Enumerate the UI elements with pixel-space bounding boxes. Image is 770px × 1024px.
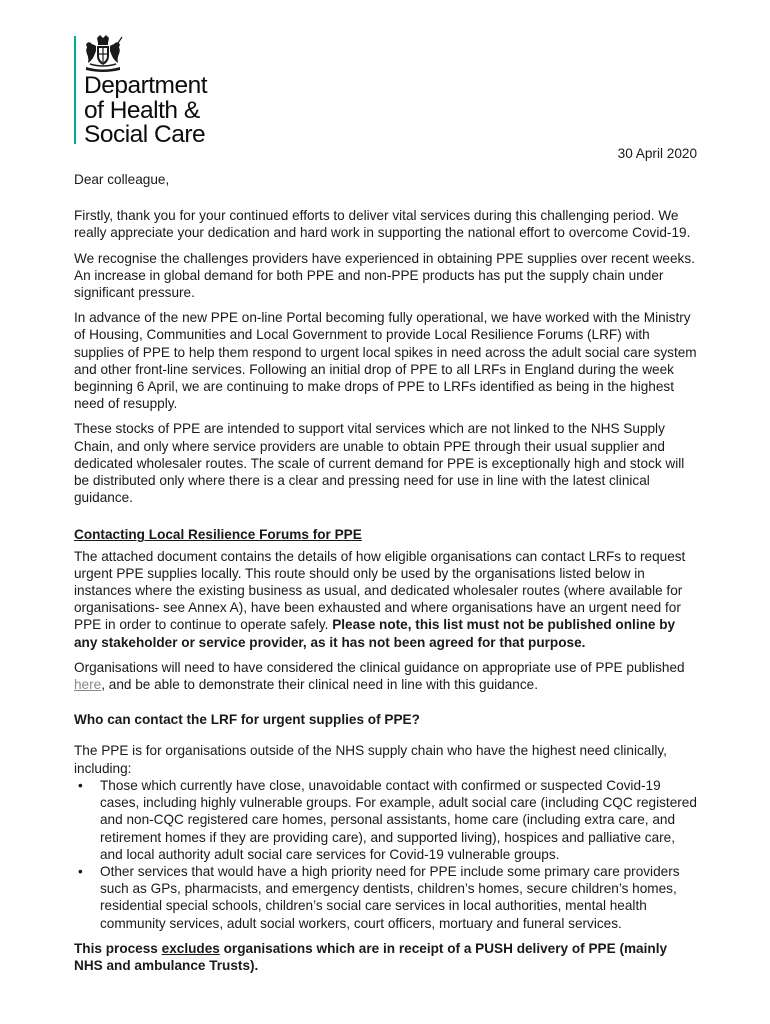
- clinical-guidance-text-end: , and be able to demonstrate their clinical need in line with this guidance.: [101, 677, 538, 693]
- eligibility-list: [74, 777, 698, 932]
- paragraph-exclusions: [74, 940, 698, 974]
- clinical-guidance-text: Organisations will need to have considered the clinical guidance on appropriate use of PPE published: [74, 659, 685, 675]
- paragraph-stocks: These stocks of PPE are intended to support vital services which are not linked to the NHS Supply Chain, and only where service providers are unable to obtain PPE through their usual supplier and dedicated wholesaler routes. The scale of current demand for PPE is exceptionally high and stock will be distributed only where there is a clear and pressing need for use in line with the latest clinical guidance.: [74, 421, 685, 506]
- letter-body: [74, 171, 698, 982]
- exclusions-text: This process: [74, 940, 158, 956]
- paragraph-attached-document: [74, 548, 698, 651]
- section-heading-who-can-contact: Who can contact the LRF for urgent supplies of PPE?: [74, 712, 420, 728]
- paragraph-lrf-drops: In advance of the new PPE on-line Portal becoming fully operational, we have worked with the Ministry of Housing, Communities and Local Government to provide Local Resilience Forums (LRF) with supplies of PPE to help them respond to urgent local spikes in need across the adult social care system and other front-line services. Following an initial drop of PPE to all LRFs in England during the week beginning 6 April, we are continuing to make drops of PPE to LRFs identified as being in the highest need of resupply.: [74, 310, 697, 412]
- department-name-line-3: Social Care: [84, 121, 206, 148]
- excludes-emphasis: excludes: [161, 940, 220, 956]
- section-heading-contacting-lrf: Contacting Local Resilience Forums for PPE: [74, 527, 362, 543]
- paragraph-thanks: Firstly, thank you for your continued efforts to deliver vital services during this challenging period. We really appreciate your dedication and hard work in supporting the national effort to overcome Covid-19.: [74, 208, 691, 241]
- list-item: • Those which currently have close, unavoidable contact with confirmed or suspected Covid-19 cases, including highly vulnerable groups. For example, adult social care (including CQC registered and non-CQC registered care homes, personal assistants, home care (including extra care, and retirement homes if they are providing care), and supported living), hospices and palliative care, and local authority adult social care services for Covid-19 vulnerable groups.: [100, 777, 698, 863]
- exclusions-text-end: organisations which are in receipt of a PUSH delivery of PPE (mainly NHS and ambulance Trusts).: [74, 940, 668, 973]
- list-item: • Other services that would have a high priority need for PPE include some primary care providers such as GPs, pharmacists, and emergency dentists, children’s homes, secure children’s homes, residential special schools, children’s social care services in local authorities, mental health community services, adult social workers, court officers, mortuary and funeral services.: [100, 863, 698, 932]
- logo-accent-rule: [74, 36, 76, 144]
- department-name-line-1: Department: [84, 72, 208, 99]
- department-name: [84, 74, 207, 148]
- paragraph-clinical-guidance: [74, 659, 698, 693]
- department-name-line-2: of Health &: [84, 96, 200, 124]
- attached-document-text: The attached document contains the details of how eligible organisations can contact LRFs to request urgent PPE supplies locally. This route should only be used by the organisations listed below in instances where the existing business as usual, and dedicated wholesaler routes (where available for organisations- see Annex A), have been exhausted and where organisations have an urgent need for PPE in order to continue to operate safely.: [74, 548, 686, 633]
- publication-warning: Please note, this list must not be published online by any stakeholder or service provider, as it has not been agreed for that purpose.: [74, 617, 676, 650]
- letter-date: 30 April 2020: [617, 146, 697, 161]
- paragraph-challenges: We recognise the challenges providers have experienced in obtaining PPE supplies over recent weeks. An increase in global demand for both PPE and non-PPE products has put the supply chain under significant pressure.: [74, 250, 695, 301]
- guidance-link[interactable]: here: [74, 677, 102, 693]
- royal-coat-of-arms-icon: [80, 34, 126, 74]
- paragraph-eligibility: The PPE is for organisations outside of the NHS supply chain who have the highest need clinically, including:: [74, 743, 667, 776]
- salutation: Dear colleague,: [74, 172, 170, 187]
